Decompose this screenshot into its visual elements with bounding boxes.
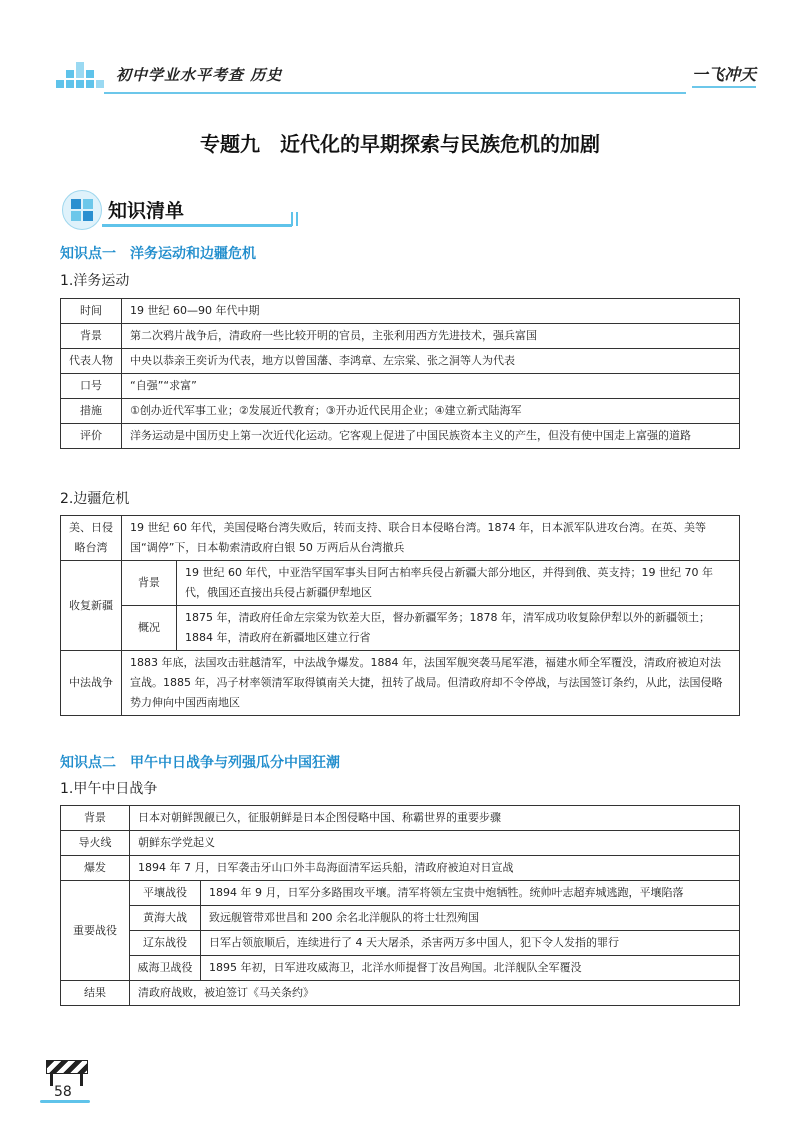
row-text: 日本对朝鲜觊觎已久，征服朝鲜是日本企图侵略中国、称霸世界的重要步骤 — [130, 806, 740, 831]
puzzle-icon — [62, 190, 102, 230]
sub-label: 背景 — [122, 561, 177, 606]
row-label: 措施 — [61, 399, 122, 424]
page-number-base — [40, 1100, 90, 1103]
battle-name: 黄海大战 — [130, 906, 201, 931]
table-row — [61, 806, 740, 831]
table-row — [61, 349, 740, 374]
running-header — [56, 58, 756, 98]
brand-underline — [692, 86, 756, 88]
subheading-yangwu: 1.洋务运动 — [60, 273, 130, 289]
sub-label: 概况 — [122, 606, 177, 651]
table-row — [61, 399, 740, 424]
table-row — [61, 606, 740, 651]
table-frontier-crisis — [60, 515, 740, 716]
row-label: 背景 — [61, 806, 130, 831]
row-text: 中央以恭亲王奕䜣为代表，地方以曾国藩、李鸿章、左宗棠、张之洞等人为代表 — [122, 349, 740, 374]
brand-text: 一飞冲天 — [691, 65, 756, 84]
barrier-leg — [50, 1072, 53, 1086]
page-title: 专题九 近代化的早期探索与民族危机的加剧 — [200, 132, 600, 156]
row-label: 背景 — [61, 324, 122, 349]
row-label: 时间 — [61, 299, 122, 324]
battle-name: 威海卫战役 — [130, 956, 201, 981]
section-tick — [291, 212, 293, 226]
table-row — [61, 831, 740, 856]
row-text: 1883 年底，法国攻击驻越清军，中法战争爆发。1884 年，法国军舰突袭马尾军港，福建水师全军覆没，清政府被迫对法宣战。1885 年，冯子材率领清军取得镇南关大捷，扭转了战局。但清政府却不令停战，与法国签订条约，从此，法国侵略势力伸向中国西南地区 — [122, 651, 740, 716]
row-text: 1894 年 7 月，日军袭击牙山口外丰岛海面清军运兵船，清政府被迫对日宣战 — [130, 856, 740, 881]
table-row — [61, 856, 740, 881]
row-label: 导火线 — [61, 831, 130, 856]
table-sino-japanese-war — [60, 805, 740, 1006]
knowledge-point-2-title: 知识点二 甲午中日战争与列强瓜分中国狂潮 — [60, 755, 340, 771]
section-banner — [62, 190, 298, 230]
table-row — [61, 956, 740, 981]
row-text: 第二次鸦片战争后，清政府一些比较开明的官员，主张利用西方先进技术，强兵富国 — [122, 324, 740, 349]
battle-name: 辽东战役 — [130, 931, 201, 956]
table-row — [61, 561, 740, 606]
row-label: 评价 — [61, 424, 122, 449]
row-text: ①创办近代军事工业；②发展近代教育；③开办近代民用企业；④建立新式陆海军 — [122, 399, 740, 424]
table-row — [61, 906, 740, 931]
table-row — [61, 299, 740, 324]
row-label: 收复新疆 — [61, 561, 122, 651]
row-text: 1875 年，清政府任命左宗棠为钦差大臣，督办新疆军务；1878 年，清军成功收复除伊犁以外的新疆领土；1884 年，清政府在新疆地区建立行省 — [177, 606, 740, 651]
row-label: 结果 — [61, 981, 130, 1006]
row-label: 重要战役 — [61, 881, 130, 981]
table-row — [61, 324, 740, 349]
table-row — [61, 516, 740, 561]
row-label: 爆发 — [61, 856, 130, 881]
row-text: 清政府战败，被迫签订《马关条约》 — [130, 981, 740, 1006]
row-label: 中法战争 — [61, 651, 122, 716]
page-number: 58 — [54, 1084, 72, 1100]
row-label: 代表人物 — [61, 349, 122, 374]
table-row — [61, 981, 740, 1006]
row-text: 日军占领旅顺后，连续进行了 4 天大屠杀，杀害两万多中国人，犯下令人发指的罪行 — [201, 931, 740, 956]
row-label: 美、日侵略台湾 — [61, 516, 122, 561]
row-text: 19 世纪 60 年代，美国侵略台湾失败后，转而支持、联合日本侵略台湾。1874 年，日本派军队进攻台湾。在英、美等国“调停”下，日本勒索清政府白银 50 万两后从台湾撤兵 — [122, 516, 740, 561]
row-text: 19 世纪 60 年代，中亚浩罕国军事头目阿古柏率兵侵占新疆大部分地区，并得到俄、英支持；19 世纪 70 年代，俄国还直接出兵侵占新疆伊犁地区 — [177, 561, 740, 606]
row-text: 1894 年 9 月，日军分多路围攻平壤。清军将领左宝贵中炮牺牲。统帅叶志超弃城逃跑，平壤陷落 — [201, 881, 740, 906]
table-row — [61, 651, 740, 716]
table-yangwu-movement — [60, 298, 740, 449]
table-row — [61, 424, 740, 449]
brand-logo — [692, 62, 756, 88]
row-text: 朝鲜东学党起义 — [130, 831, 740, 856]
table-row — [61, 881, 740, 906]
header-title: 初中学业水平考查 历史 — [116, 66, 283, 84]
section-label: 知识清单 — [108, 200, 185, 222]
table-row — [61, 931, 740, 956]
section-underline — [102, 224, 292, 227]
battle-name: 平壤战役 — [130, 881, 201, 906]
table-row — [61, 374, 740, 399]
header-pixel-blocks-icon — [56, 62, 104, 96]
section-tick — [296, 212, 298, 226]
row-text: 19 世纪 60—90 年代中期 — [122, 299, 740, 324]
knowledge-point-1-title: 知识点一 洋务运动和边疆危机 — [60, 246, 256, 262]
barrier-leg — [80, 1072, 83, 1086]
row-text: “自强”“求富” — [122, 374, 740, 399]
page-number-badge — [40, 1060, 90, 1104]
subheading-sino-japanese-war: 1.甲午中日战争 — [60, 781, 158, 797]
subheading-frontier-crisis: 2.边疆危机 — [60, 491, 130, 507]
row-text: 洋务运动是中国历史上第一次近代化运动。它客观上促进了中国民族资本主义的产生，但没有使中国走上富强的道路 — [122, 424, 740, 449]
row-label: 口号 — [61, 374, 122, 399]
row-text: 致远舰管带邓世昌和 200 余名北洋舰队的将士壮烈殉国 — [201, 906, 740, 931]
header-rule — [104, 92, 686, 94]
row-text: 1895 年初，日军进攻威海卫，北洋水师提督丁汝昌殉国。北洋舰队全军覆没 — [201, 956, 740, 981]
